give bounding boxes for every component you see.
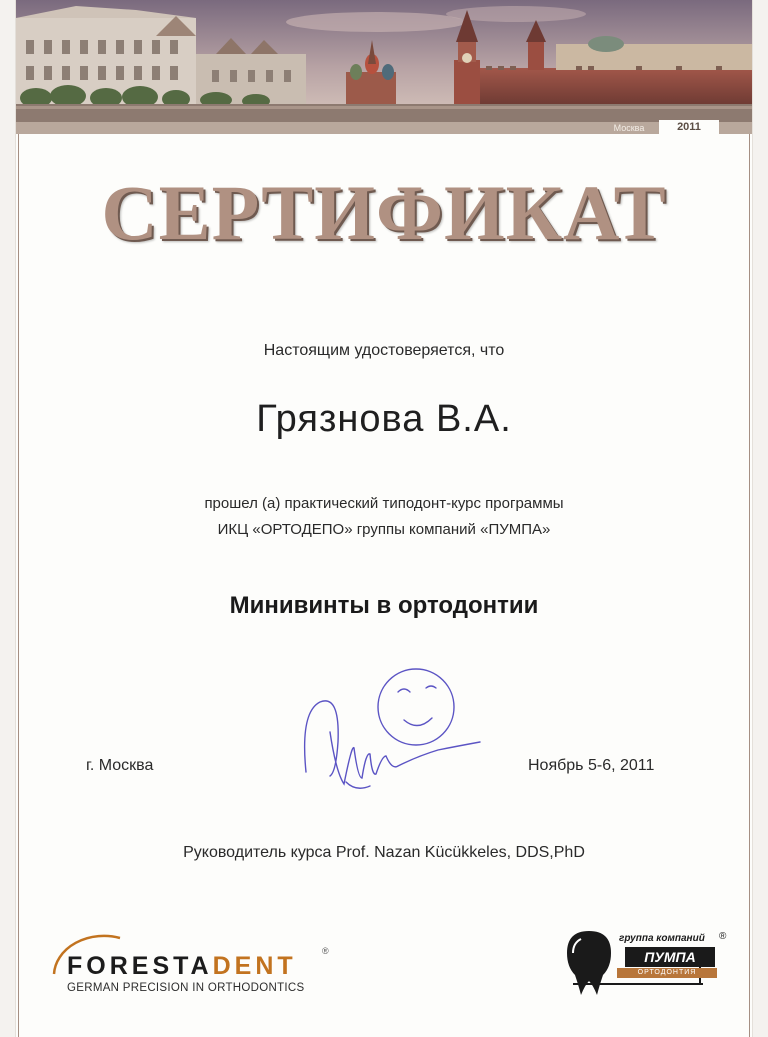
certificate-title: СЕРТИФИКАТ	[101, 169, 667, 256]
course-topic: Минивинты в ортодонтии	[229, 592, 539, 619]
forestadent-registered-mark: ®	[322, 946, 329, 956]
pumpa-name-label: ПУМПА	[625, 947, 715, 967]
pumpa-logo	[559, 923, 739, 995]
recipient-name: Грязнова В.А.	[256, 398, 512, 440]
forestadent-logo	[50, 934, 350, 1004]
pumpa-group-label: группа компаний	[619, 933, 705, 944]
panorama-image	[16, 0, 752, 122]
forestadent-word-dark: FORESTA	[67, 952, 213, 980]
course-description-line-1: прошел (а) практический типодонт-курс программы	[204, 495, 564, 512]
forestadent-word-accent: DENT	[212, 952, 297, 980]
left-border-line	[18, 134, 19, 1037]
certificate-sheet	[16, 0, 752, 1037]
banner-year-label: 2011	[659, 120, 719, 135]
course-description-line-2: ИКЦ «ОРТОДЕПО» группы компаний «ПУМПА»	[217, 521, 551, 538]
right-border-line	[749, 134, 750, 1037]
issue-city: г. Москва	[86, 757, 154, 774]
pumpa-registered-mark: ®	[719, 931, 727, 942]
handwritten-signature	[286, 662, 486, 802]
issue-date: Ноябрь 5-6, 2011	[528, 757, 655, 774]
intro-text: Настоящим удостоверяется, что	[263, 342, 505, 359]
pumpa-sub-label: ОРТОДОНТИЯ	[617, 968, 717, 978]
course-head: Руководитель курса Prof. Nazan Kücükkeles, DDS,PhD	[183, 844, 585, 861]
forestadent-wordmark	[67, 952, 297, 981]
forestadent-tagline: GERMAN PRECISION IN ORTHODONTICS	[67, 982, 305, 994]
banner-city-label: Москва	[613, 123, 645, 133]
moscow-panorama-banner	[16, 0, 752, 122]
